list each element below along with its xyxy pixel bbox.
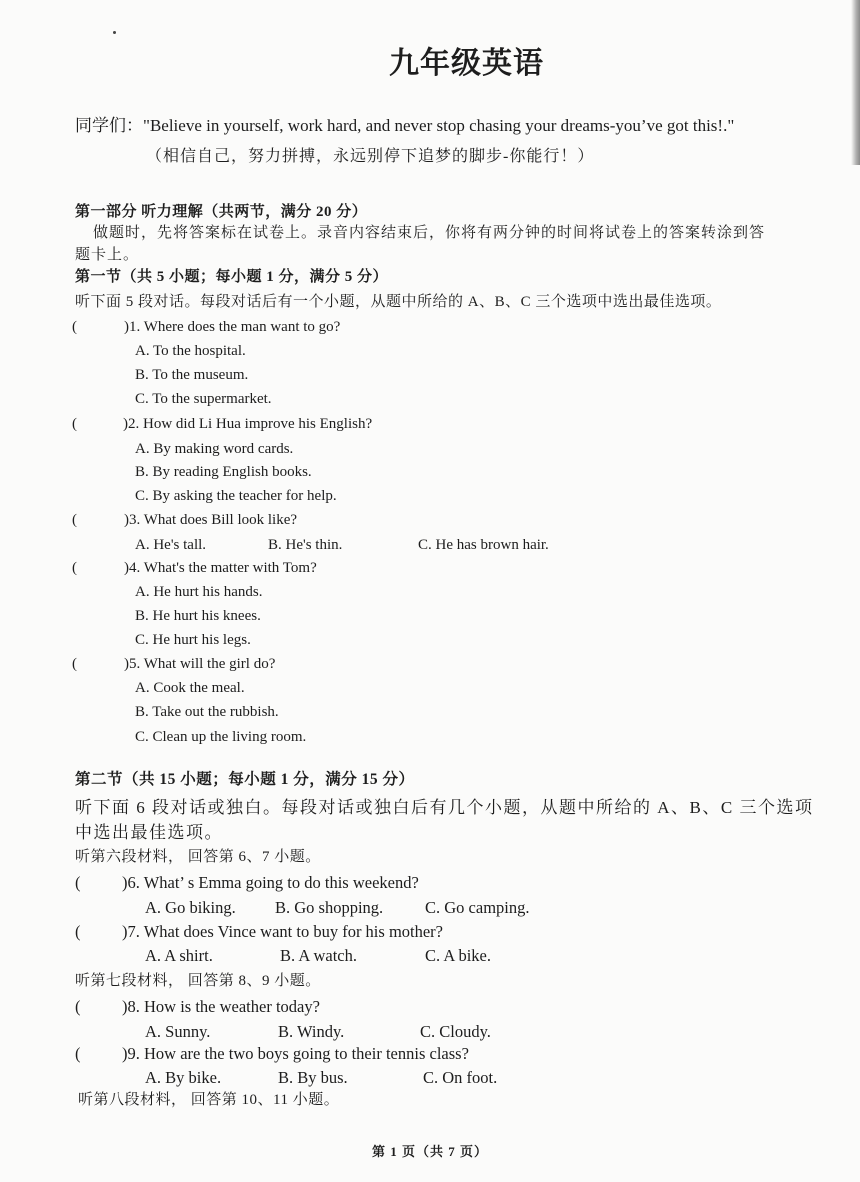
option-a: A. Sunny.	[145, 1022, 211, 1041]
answer-bracket-open: (	[75, 1044, 81, 1063]
answer-bracket-close: )	[124, 319, 129, 335]
question-line	[122, 1044, 469, 1064]
answer-bracket-close: )	[122, 997, 128, 1016]
question-line	[124, 318, 340, 336]
option-c: C. He has brown hair.	[418, 537, 549, 553]
section2-instruction-line-2: 中选出最佳选项。	[75, 823, 223, 842]
option-b: B. To the museum.	[135, 367, 249, 383]
answer-bracket-open: (	[72, 512, 77, 528]
option-c: C. To the supermarket.	[135, 391, 272, 407]
answer-bracket-open: (	[72, 416, 77, 432]
option-a: A. Go biking.	[145, 898, 236, 917]
option-a: A. By making word cards.	[135, 441, 294, 457]
listening-material-7-intro: 听第七段材料， 回答第 8、9 小题。	[75, 973, 321, 989]
section1-heading: 第一节（共 5 小题；每小题 1 分，满分 5 分）	[75, 269, 389, 285]
part1-instruction-line-2: 题卡上。	[75, 247, 140, 263]
greeting-chinese: （相信自己，努力拼搏，永远别停下追梦的脚步-你能行！）	[146, 148, 595, 165]
question-stem: 7. What does Vince want to buy for his mother?	[127, 922, 443, 941]
option-c: C. He hurt his legs.	[135, 632, 251, 648]
option-c: C. Go camping.	[425, 898, 530, 917]
option-b: B. Take out the rubbish.	[135, 704, 279, 720]
option-b: B. By bus.	[278, 1068, 348, 1087]
option-a: A. He's tall.	[135, 537, 207, 553]
page-number-footer: 第 1 页（共 7 页）	[371, 1144, 488, 1159]
question-line	[122, 922, 443, 942]
answer-bracket-close: )	[122, 873, 128, 892]
question-line	[124, 559, 317, 577]
option-b: B. He hurt his knees.	[135, 608, 261, 624]
question-stem: 3. What does Bill look like?	[129, 512, 298, 528]
question-line	[122, 873, 419, 893]
option-a: A. He hurt his hands.	[135, 584, 263, 600]
option-b: B. Go shopping.	[275, 898, 384, 917]
option-b: B. By reading English books.	[135, 464, 312, 480]
question-stem: 2. How did Li Hua improve his English?	[128, 416, 373, 432]
question-line	[124, 511, 297, 529]
answer-bracket-open: (	[72, 319, 77, 335]
part1-heading: 第一部分 听力理解（共两节，满分 20 分）	[75, 204, 368, 220]
question-line	[124, 655, 275, 673]
scan-speck	[113, 31, 116, 34]
answer-bracket-close: )	[124, 560, 129, 576]
option-c: C. On foot.	[423, 1068, 498, 1087]
section2-heading: 第二节（共 15 小题；每小题 1 分，满分 15 分）	[75, 771, 415, 788]
answer-bracket-open: (	[75, 997, 81, 1016]
option-b: B. Windy.	[278, 1022, 345, 1041]
section2-instruction-line-1: 听下面 6 段对话或独白。每段对话或独白后有几个小题，从题中所给的 A、B、C 三个选项	[75, 798, 814, 817]
option-c: C. Clean up the living room.	[135, 729, 307, 745]
option-c: C. By asking the teacher for help.	[135, 488, 337, 504]
option-c: C. Cloudy.	[420, 1022, 491, 1041]
section1-instruction: 听下面 5 段对话。每段对话后有一个小题，从题中所给的 A、B、C 三个选项中选出最佳选项。	[75, 294, 722, 310]
part1-instruction-line-1: 做题时，先将答案标在试卷上。录音内容结束后，你将有两分钟的时间将试卷上的答案转涂到答	[93, 225, 766, 241]
answer-bracket-close: )	[123, 416, 128, 432]
option-a: A. A shirt.	[145, 946, 213, 965]
question-stem: 5. What will the girl do?	[129, 656, 276, 672]
answer-bracket-open: (	[75, 922, 81, 941]
question-line	[123, 415, 372, 433]
listening-material-8-intro: 听第八段材料， 回答第 10、11 小题。	[78, 1092, 340, 1108]
option-b: B. He's thin.	[268, 537, 343, 553]
question-stem: 4. What's the matter with Tom?	[129, 560, 317, 576]
question-line	[122, 997, 320, 1017]
answer-bracket-close: )	[122, 1044, 128, 1063]
question-stem: 8. How is the weather today?	[127, 997, 320, 1016]
option-a: A. By bike.	[145, 1068, 222, 1087]
option-b: B. A watch.	[280, 946, 357, 965]
option-a: A. Cook the meal.	[135, 680, 245, 696]
scan-edge-shadow	[851, 0, 860, 165]
listening-material-6-intro: 听第六段材料， 回答第 6、7 小题。	[75, 849, 321, 865]
answer-bracket-open: (	[75, 873, 81, 892]
exam-title: 九年级英语	[389, 47, 544, 80]
answer-bracket-open: (	[72, 560, 77, 576]
answer-bracket-close: )	[124, 656, 129, 672]
answer-bracket-open: (	[72, 656, 77, 672]
answer-bracket-close: )	[122, 922, 128, 941]
option-a: A. To the hospital.	[135, 343, 246, 359]
question-stem: 1. Where does the man want to go?	[129, 319, 341, 335]
question-stem: 6. What’ s Emma going to do this weekend?	[127, 873, 419, 892]
answer-bracket-close: )	[124, 512, 129, 528]
question-stem: 9. How are the two boys going to their tennis class?	[127, 1044, 469, 1063]
option-c: C. A bike.	[425, 946, 492, 965]
greeting-english: 同学们："Believe in yourself, work hard, and never stop chasing your dreams-you’ve got this!."	[75, 116, 735, 135]
